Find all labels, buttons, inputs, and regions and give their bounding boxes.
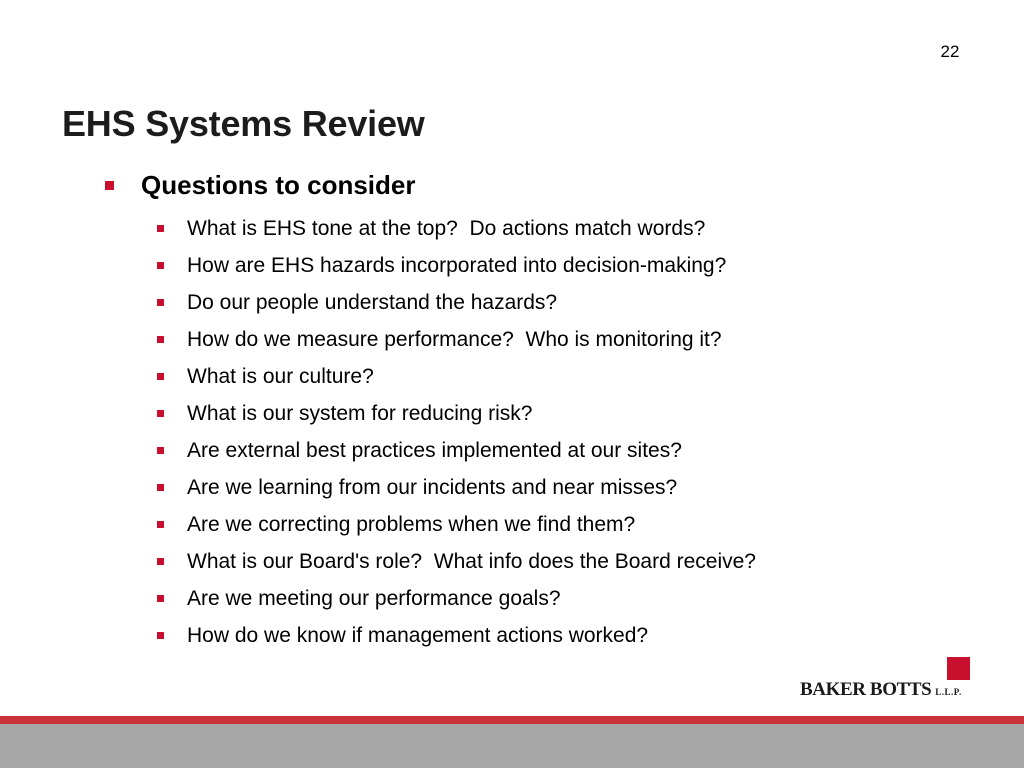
question-text: What is EHS tone at the top? Do actions match words? <box>187 216 706 240</box>
square-bullet-icon <box>157 225 164 232</box>
logo-suffix: L.L.P. <box>935 687 962 697</box>
question-text: Do our people understand the hazards? <box>187 290 558 314</box>
question-text: What is our culture? <box>187 364 374 388</box>
footer-red-stripe <box>0 716 1024 724</box>
question-item <box>157 321 756 358</box>
question-text: What is our Board's role? What info does the Board receive? <box>187 549 756 573</box>
square-bullet-icon <box>157 299 164 306</box>
square-bullet-icon <box>157 447 164 454</box>
square-bullet-icon <box>157 410 164 417</box>
question-item <box>157 543 756 580</box>
square-bullet-icon <box>157 632 164 639</box>
question-item <box>157 284 756 321</box>
baker-botts-logo <box>800 657 972 705</box>
square-bullet-icon <box>157 595 164 602</box>
square-bullet-icon <box>157 484 164 491</box>
square-bullet-icon <box>157 521 164 528</box>
question-text: How do we know if management actions worked? <box>187 623 649 647</box>
question-text: How do we measure performance? Who is monitoring it? <box>187 327 722 351</box>
page-number: 22 <box>940 42 960 61</box>
question-item <box>157 617 756 654</box>
square-bullet-icon <box>157 373 164 380</box>
question-item <box>157 580 756 617</box>
question-text: Are we meeting our performance goals? <box>187 586 561 610</box>
question-text: Are we learning from our incidents and near misses? <box>187 475 678 499</box>
slide-title: EHS Systems Review <box>62 103 425 144</box>
logo-red-square <box>947 657 970 680</box>
square-bullet-icon <box>157 336 164 343</box>
question-text: What is our system for reducing risk? <box>187 401 533 425</box>
square-bullet-icon <box>157 262 164 269</box>
footer-gray-band <box>0 724 1024 768</box>
question-item <box>157 506 756 543</box>
square-bullet-icon <box>105 181 114 190</box>
question-item <box>157 432 756 469</box>
question-item <box>157 247 756 284</box>
question-text: How are EHS hazards incorporated into decision-making? <box>187 253 727 277</box>
question-item <box>157 358 756 395</box>
question-item <box>157 210 756 247</box>
main-bullet-label: Questions to consider <box>141 170 416 200</box>
logo-name: BAKER BOTTS <box>800 679 932 700</box>
main-bullet <box>105 170 416 201</box>
logo-wordmark <box>800 679 962 701</box>
square-bullet-icon <box>157 558 164 565</box>
question-text: Are we correcting problems when we find them? <box>187 512 636 536</box>
question-text: Are external best practices implemented at our sites? <box>187 438 682 462</box>
question-item <box>157 395 756 432</box>
question-item <box>157 469 756 506</box>
question-list <box>157 210 756 654</box>
